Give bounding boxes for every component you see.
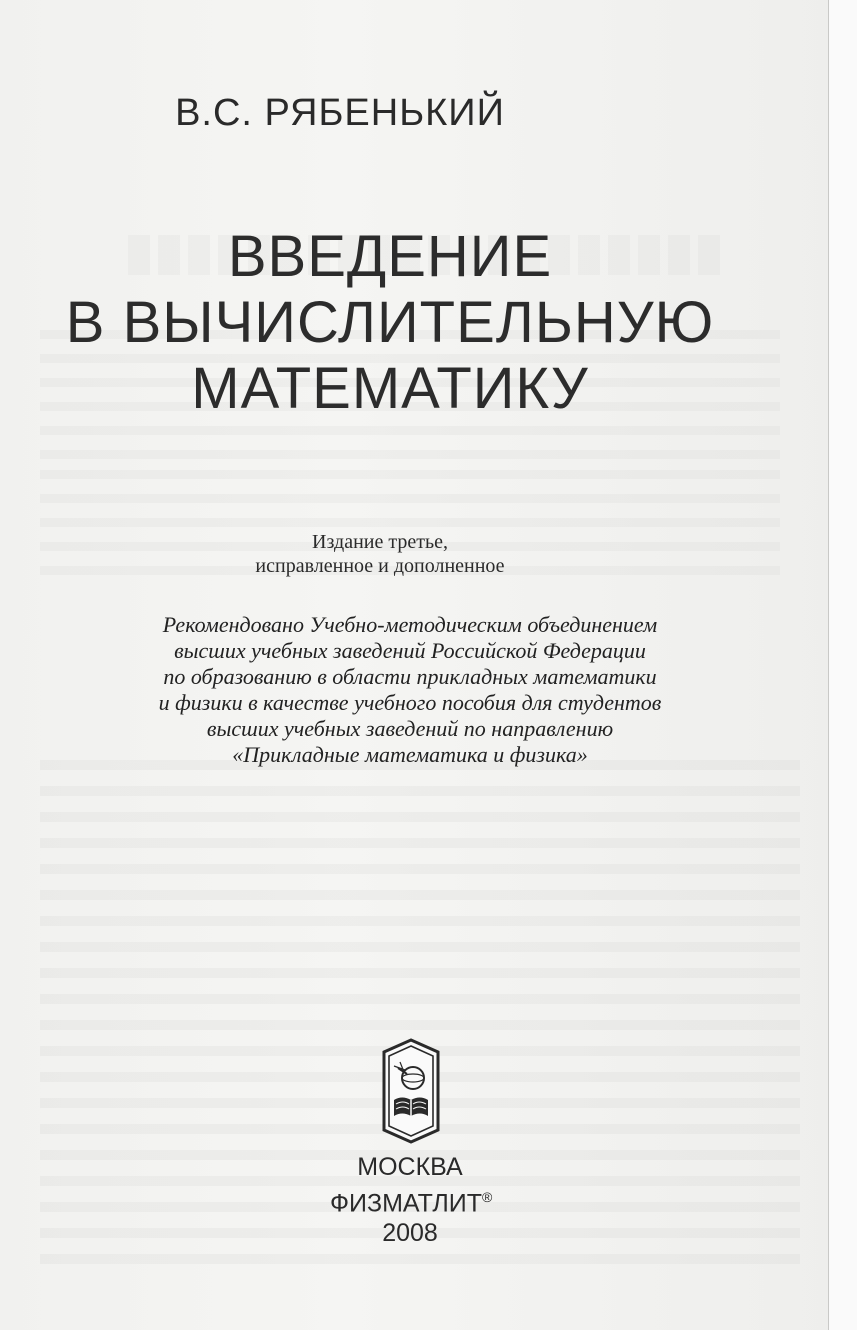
recommendation-line: высших учебных заведений по направлению — [206, 716, 614, 741]
publisher-city: МОСКВА — [357, 1153, 463, 1181]
title-line: МАТЕМАТИКУ — [191, 356, 589, 421]
recommendation-line: по образованию в области прикладных математики — [163, 664, 657, 689]
edition-line: Издание третье, — [312, 531, 448, 553]
registered-mark: ® — [482, 1189, 493, 1205]
edition-line: исправленное и дополненное — [255, 555, 505, 577]
page-edge — [828, 0, 857, 1330]
recommendation-line: Рекомендовано Учебно-методическим объединением — [162, 612, 658, 637]
publisher-name-row — [330, 1182, 493, 1218]
recommendation-line: «Прикладные математика и физика» — [232, 742, 588, 767]
book-title — [40, 224, 740, 422]
title-line: ВВЕДЕНИЕ — [227, 224, 553, 289]
author-name: В.С. РЯБЕНЬКИЙ — [175, 92, 505, 134]
edition-note — [0, 530, 760, 578]
fizmatlit-book-globe-logo-icon — [380, 1038, 442, 1144]
recommendation-line: высших учебных заведений Российской Федерации — [174, 638, 646, 663]
recommendation-text — [60, 612, 760, 768]
publisher-name: ФИЗМАТЛИТ — [330, 1189, 482, 1218]
title-line: В ВЫЧИСЛИТЕЛЬНУЮ — [65, 290, 715, 355]
recommendation-line: и физики в качестве учебного пособия для студентов — [158, 690, 662, 715]
publication-year: 2008 — [382, 1219, 438, 1248]
publisher-imprint — [330, 1152, 493, 1248]
